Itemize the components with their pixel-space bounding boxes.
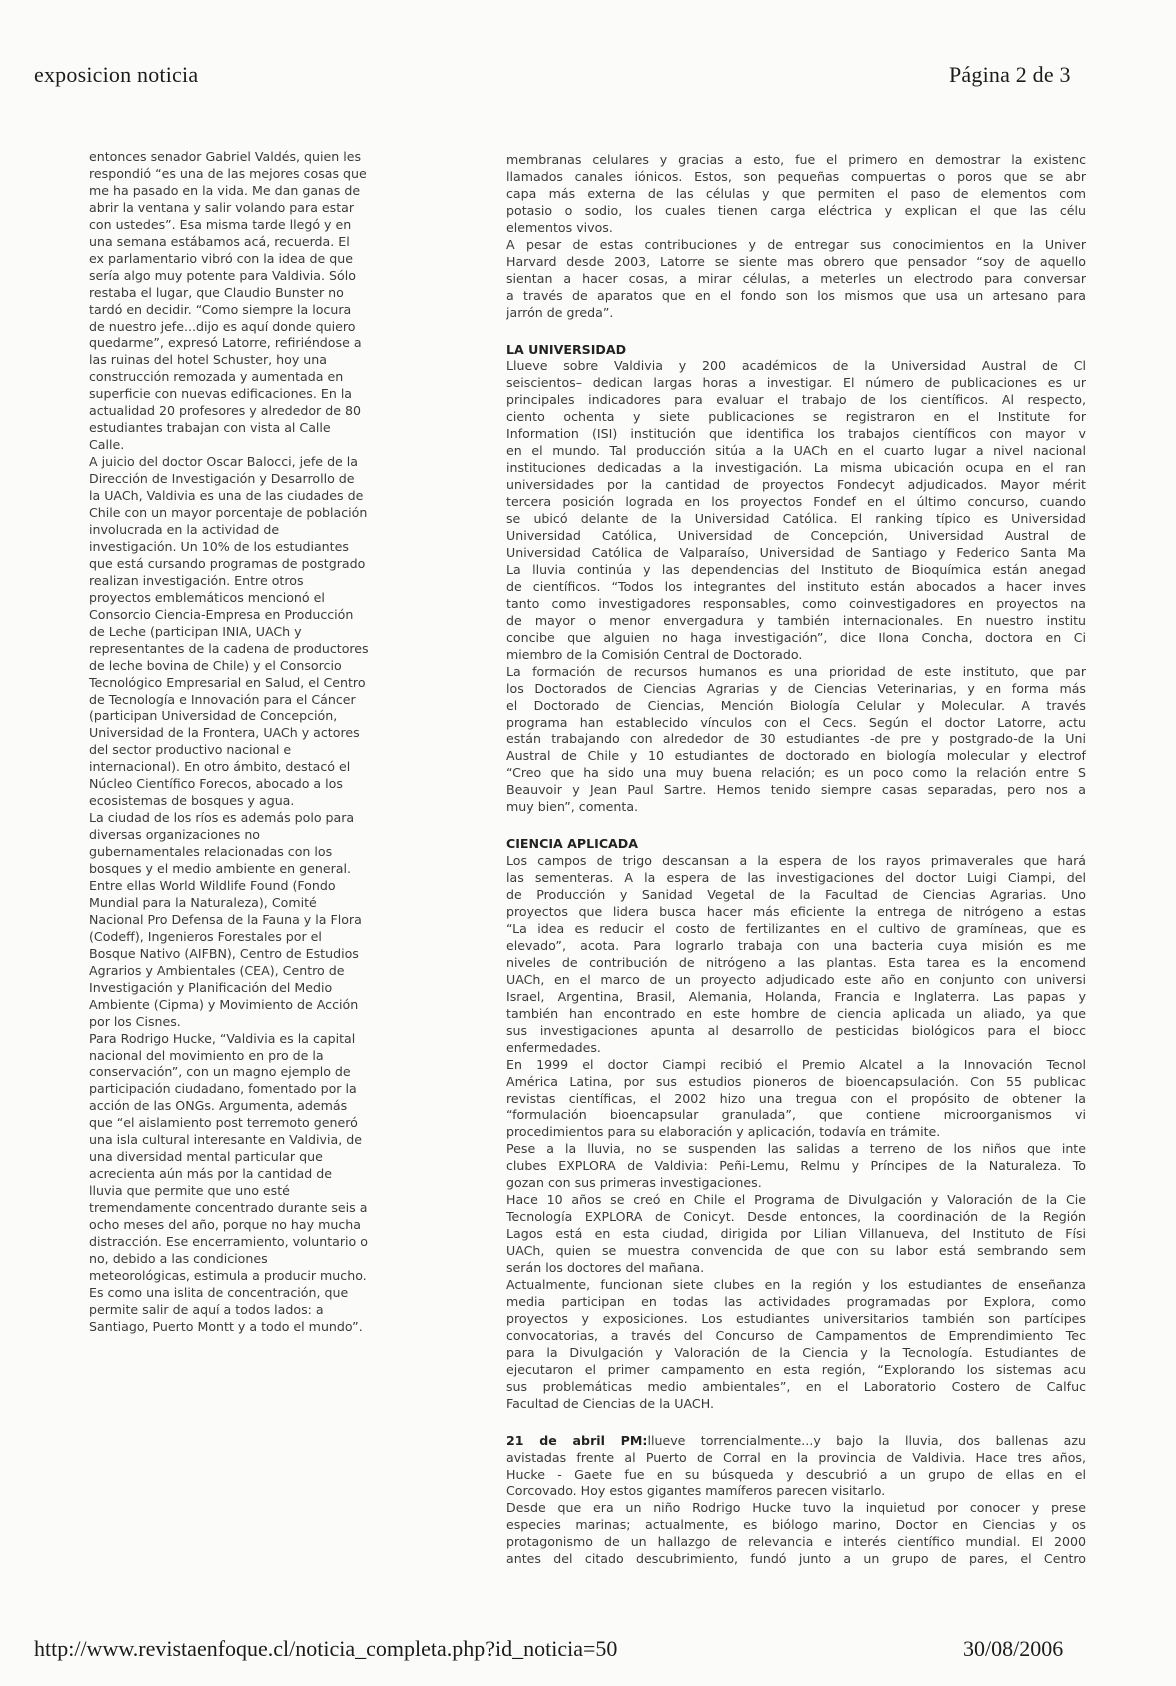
text-line: En 1999 el doctor Ciampi recibió el Premio Alcatel a la Innovación Tecnol: [506, 1056, 1086, 1072]
text-line: serán los doctores del mañana.: [506, 1260, 705, 1276]
text-line: Consorcio Ciencia-Empresa en Producción: [89, 606, 354, 622]
text-line: de nuestro jefe...dijo es aquí donde quiero: [89, 318, 356, 334]
site-title: exposicion noticia: [34, 62, 199, 87]
text-line: procedimientos para su elaboración y aplicación, todavía en trámite.: [506, 1124, 941, 1140]
section-body-ciencia-aplicada: [506, 853, 1086, 1412]
text-line: América Latina, por sus estudios pioneros de bioencapsulación. Con 55 publicac: [506, 1073, 1086, 1089]
text-line: antes del citado descubrimiento, fundó junto a un grupo de pares, el Centro: [506, 1551, 1086, 1567]
date-lead: 21 de abril PM:: [506, 1432, 648, 1448]
text-line: permite salir de aquí a todos lados: a: [89, 1301, 324, 1317]
text-line: acrecienta aún más por la cantidad de: [89, 1166, 332, 1182]
text-line: una semana estábamos acá, recuerda. El: [89, 233, 350, 249]
text-line: Para Rodrigo Hucke, “Valdivia es la capital: [89, 1030, 356, 1046]
text-line: involucrada en la actividad de: [89, 521, 280, 537]
text-line: Investigación y Planificación del Medio: [89, 979, 333, 995]
text-line: ciento ochenta y siete publicaciones se registraron en el Institute for: [506, 409, 1086, 425]
text-line: nacional del movimiento en pro de la: [89, 1047, 324, 1063]
text-line: del sector productivo nacional e: [89, 742, 292, 758]
text-line: están trabajando con alrededor de 30 estudiantes -de pre y postgrado-de la Uni: [506, 731, 1086, 747]
text-line: La ciudad de los ríos es además polo para: [89, 810, 355, 826]
text-line: ecosistemas de bosques y agua.: [89, 793, 295, 809]
text-line: UACh, quien se muestra convencida de que con su labor está sembrando sem: [506, 1243, 1086, 1259]
text-line: proyectos que lidera busca hacer más eficiente la entrega de nitrógeno a estas: [506, 904, 1086, 920]
text-line: avistadas frente al Puerto de Corral en la provincia de Valdivia. Hace tres años,: [506, 1449, 1086, 1465]
text-line: con ustedes”. Esa misma tarde llegó y en: [89, 216, 352, 232]
text-line: abrir la ventana y salir volando para estar: [89, 199, 355, 215]
text-line: por los Cisnes.: [89, 1013, 181, 1029]
text-line: Santiago, Puerto Montt y a todo el mundo”.: [89, 1318, 363, 1334]
text-line: capa más externa de las células y que permiten el paso de elementos com: [506, 185, 1086, 201]
text-line: Israel, Argentina, Brasil, Alemania, Holanda, Francia e Inglaterra. Las papas y: [506, 988, 1086, 1004]
text-line: ocho meses del año, porque no hay mucha: [89, 1217, 361, 1233]
text-line: elementos vivos.: [506, 219, 613, 235]
text-line: superficie con nuevas edificaciones. En la: [89, 386, 353, 402]
text-line: sus problemáticas medio ambientales”, en el Laboratorio Costero de Calfuc: [506, 1378, 1086, 1394]
text-line: lluvia que permite que uno esté: [89, 1183, 290, 1199]
text-line: entonces senador Gabriel Valdés, quien les: [89, 149, 362, 164]
text-line: diversas organizaciones no: [89, 827, 261, 843]
text-line: acción de las ONGs. Argumenta, además: [89, 1098, 348, 1114]
text-line: media participan en todas las actividades programadas por Explora, como: [506, 1293, 1086, 1309]
left-column: [89, 149, 419, 1336]
text-line: Calle.: [89, 437, 125, 453]
text-line: de leche bovina de Chile) y el Consorcio: [89, 657, 342, 673]
text-line: A pesar de estas contribuciones y de entregar sus conocimientos en la Univer: [506, 236, 1086, 252]
text-line: a través de aparatos que en el fondo son los mismos que usa un artesano para: [506, 287, 1086, 303]
text-line: Tecnología EXPLORA de Conicyt. Desde entonces, la coordinación de la Región: [506, 1209, 1086, 1225]
text-line: actualidad 20 profesores y alrededor de 80: [89, 403, 361, 419]
text-line: restaba el lugar, que Claudio Bunster no: [89, 284, 344, 300]
text-line: no, debido a las condiciones: [89, 1250, 268, 1266]
text-line: estudiantes trabajan con vista al Calle: [89, 420, 331, 436]
text-line: se ubicó delante de la Universidad Católica. El ranking típico es Universidad: [506, 511, 1086, 527]
text-line: concibe que alguien no haga investigación”, dice Ilona Concha, doctora en Ci: [506, 629, 1086, 645]
text-line: proyectos emblemáticos mencionó el: [89, 589, 325, 605]
text-line: conservación”, con un magno ejemplo de: [89, 1064, 351, 1080]
text-line: Austral de Chile y 10 estudiantes de doctorado en biología molecular y electrof: [506, 748, 1086, 764]
text-line: ex parlamentario vibró con la idea de que: [89, 250, 353, 266]
text-line: me ha pasado en la vida. Me dan ganas de: [89, 182, 361, 198]
text-line: Los campos de trigo descansan a la espera de los rayos primaverales que hará: [506, 853, 1086, 869]
text-line: Universidad de la Frontera, UACh y actores: [89, 725, 360, 741]
text-line: Mundial para la Naturaleza), Comité: [89, 894, 317, 910]
text-line: Universidad Católica de Valparaíso, Universidad de Santiago y Federico Santa Ma: [506, 544, 1086, 560]
text-line: A juicio del doctor Oscar Balocci, jefe de la: [89, 454, 359, 470]
text-line: Actualmente, funcionan siete clubes en la región y los estudiantes de enseñanza: [506, 1277, 1086, 1292]
text-line: UACh, en el marco de un proyecto adjudicado este año en conjunto con universi: [506, 971, 1086, 987]
text-line: tardó en decidir. “Como siempre la locura: [89, 301, 352, 317]
text-line: muy bien”, comenta.: [506, 799, 639, 815]
text-line: de Producción y Sanidad Vegetal de la Facultad de Ciencias Agrarias. Uno: [506, 887, 1086, 903]
text-line: protagonismo de un hallazgo de relevancia e interés científico mundial. El 2000: [506, 1534, 1086, 1550]
text-line: las sementeras. A la espera de las investigaciones del doctor Luigi Ciampi, del: [506, 870, 1086, 886]
text-line: de mayor o menor envergadura y también internacionales. En nuestro institu: [506, 612, 1086, 628]
text-line: Entre ellas World Wildlife Found (Fondo: [89, 877, 336, 893]
text-line: de científicos. “Todos los integrantes del instituto están abocados a hacer inves: [506, 578, 1086, 594]
text-line: construcción remozada y aumentada en: [89, 369, 344, 385]
text-line: Es como una islita de concentración, que: [89, 1284, 349, 1300]
text-line: participación ciudadano, fomentado por la: [89, 1081, 357, 1097]
text-line: convocatorias, a través del Concurso de Campamentos de Emprendimiento Tec: [506, 1327, 1086, 1343]
text-line: internacional). En otro ámbito, destacó el: [89, 759, 351, 775]
text-line: programa han establecido vínculos con el Cecs. Según el doctor Latorre, actu: [506, 714, 1086, 730]
text-line: principales indicadores para evaluar el trabajo de los científicos. Al respecto,: [506, 392, 1086, 408]
text-line: elevado”, acota. Para lograrlo trabaja con una bacteria cuya misión es me: [506, 937, 1086, 953]
text-line: ejecutaron el primer campamento en esta región, “Explorando los sistemas acu: [506, 1361, 1086, 1377]
text-line: Harvard desde 2003, Latorre se siente mas obrero que pensador “soy de aquello: [506, 253, 1086, 269]
text-line: respondió “es una de las mejores cosas que: [89, 165, 367, 181]
text-line: tanto como investigadores responsables, como coinvestigadores en proyectos na: [506, 595, 1086, 611]
text-line: Pese a la lluvia, no se suspenden las salidas a terreno de los niños que inte: [506, 1141, 1086, 1157]
text-line: clubes EXPLORA de Valdivia: Peñi-Lemu, Relmu y Príncipes de la Naturaleza. To: [506, 1158, 1086, 1174]
section-body-universidad: [506, 358, 1086, 816]
text-line: quedarme”, expresó Latorre, refiriéndose a: [89, 335, 362, 351]
first-line-rest: llueve torrencialmente...y bajo la lluvia, dos ballenas azu: [647, 1432, 1086, 1448]
text-line: jarrón de greda”.: [506, 304, 614, 320]
text-line: Beauvoir y Jean Paul Sartre. Hemos tenido siempre casas separadas, pero nos a: [506, 782, 1086, 798]
text-line: (participan Universidad de Concepción,: [89, 708, 338, 724]
text-line: también han encontrado en este hombre de ciencia aplicada un aliado, ya que: [506, 1005, 1086, 1021]
text-line: Corcovado. Hoy estos gigantes mamíferos parecen visitarlo.: [506, 1483, 886, 1499]
text-line: de Leche (participan INIA, UACh y: [89, 623, 302, 639]
text-line: tercera posición lograda en los proyectos Fondef en el último concurso, cuando: [506, 494, 1086, 510]
right-column: [506, 152, 1086, 1568]
text-line: sería algo muy potente para Valdivia. Sólo: [89, 267, 356, 283]
section-body-final: [506, 1450, 1086, 1569]
text-line: Information (ISI) institución que identifica los trabajos científicos con mayor v: [506, 426, 1086, 442]
text-line: “La idea es reducir el costo de fertilizantes en el cultivo de gramíneas, que es: [506, 920, 1086, 936]
text-line: investigación. Un 10% de los estudiantes: [89, 538, 349, 554]
text-line: proyectos y exposiciones. Los estudiantes universitarios también son partícipes: [506, 1310, 1086, 1326]
text-line: Nacional Pro Defensa de la Fauna y la Flora: [89, 911, 362, 927]
text-line: llamados canales iónicos. Estos, son pequeñas compuertas o poros que se abr: [506, 168, 1086, 184]
text-line: de Tecnología e Innovación para el Cáncer: [89, 691, 356, 707]
text-line: gozan con sus primeras investigaciones.: [506, 1175, 762, 1191]
text-line: los Doctorados de Ciencias Agrarias y de Ciencias Veterinarias, y en forma más: [506, 680, 1086, 696]
text-line: realizan investigación. Entre otros: [89, 572, 304, 588]
text-line: revistas científicas, el 2002 hizo una tregua con el propósito de obtener la: [506, 1090, 1086, 1106]
text-line: distracción. Ese encerramiento, voluntario o: [89, 1234, 368, 1249]
page-url: http://www.revistaenfoque.cl/noticia_completa.php?id_noticia=50: [34, 1636, 618, 1661]
text-line: Hucke - Gaete fue en su búsqueda y descubrió a un grupo de ellas en el: [506, 1466, 1086, 1482]
text-line: para la Divulgación y Valoración de la Ciencia y la Tecnología. Estudiantes de: [506, 1344, 1086, 1360]
text-line: universidades por la cantidad de proyectos Fondecyt adjudicados. Mayor mérit: [506, 477, 1086, 493]
text-line: Desde que era un niño Rodrigo Hucke tuvo la inquietud por conocer y prese: [506, 1500, 1086, 1516]
text-line: Agrarios y Ambientales (CEA), Centro de: [89, 962, 345, 978]
text-line: Universidad Católica, Universidad de Concepción, Universidad Austral de: [506, 528, 1086, 544]
text-line: Núcleo Científico Forecos, abocado a los: [89, 776, 343, 792]
text-line: enfermedades.: [506, 1039, 601, 1055]
text-line: una diversidad mental particular que: [89, 1149, 323, 1165]
text-line: Dirección de Investigación y Desarrollo de: [89, 471, 355, 487]
text-line: la UACh, Valdivia es una de las ciudades de: [89, 488, 364, 504]
text-line: sientan a hacer cosas, a mirar células, a meterles un electrodo para conversar: [506, 270, 1086, 286]
text-line: “formulación bioencapsular granulada”, que contiene microorganismos vi: [506, 1107, 1086, 1123]
text-line: “Creo que ha sido una muy buena relación; es un poco como la relación entre S: [506, 765, 1086, 781]
final-first-line: [506, 1433, 1086, 1450]
text-line: seiscientos– dedican largas horas a investigar. El número de publicaciones es ur: [506, 375, 1086, 391]
text-line: meteorológicas, estimula a producir mucho.: [89, 1267, 367, 1283]
text-line: bosques y el medio ambiente en general.: [89, 861, 351, 877]
text-line: Llueve sobre Valdivia y 200 académicos de la Universidad Austral de Cl: [506, 358, 1086, 374]
text-line: niveles de contribución de nitrógeno a las plantas. Esta tarea es la encomend: [506, 954, 1086, 970]
text-line: Lagos está en esta ciudad, dirigida por Lilian Villanueva, del Instituto de Físi: [506, 1226, 1086, 1242]
text-line: una isla cultural interesante en Valdivia, de: [89, 1132, 362, 1148]
text-line: gubernamentales relacionadas con los: [89, 844, 333, 860]
text-line: tremendamente concentrado durante seis a: [89, 1200, 368, 1216]
text-line: La lluvia continúa y las dependencias del Instituto de Bioquímica están anegad: [506, 561, 1086, 577]
text-line: el Doctorado de Ciencias, Mención Biología Celular y Molecular. A través: [506, 697, 1086, 713]
text-line: membranas celulares y gracias a esto, fue el primero en demostrar la existenc: [506, 152, 1086, 167]
text-line: que está cursando programas de postgrado: [89, 555, 366, 571]
text-line: Tecnológico Empresarial en Salud, el Centro: [89, 674, 366, 690]
section-heading-ciencia-aplicada: CIENCIA APLICADA: [506, 836, 639, 852]
text-line: Chile con un mayor porcentaje de población: [89, 505, 368, 521]
text-line: representantes de la cadena de productores: [89, 640, 369, 656]
text-line: Ambiente (Cipma) y Movimiento de Acción: [89, 996, 359, 1012]
text-line: (Codeff), Ingenieros Forestales por el: [89, 928, 322, 944]
text-line: que “el aislamiento post terremoto generó: [89, 1115, 358, 1131]
text-line: Bosque Nativo (AIFBN), Centro de Estudios: [89, 945, 359, 961]
text-line: las ruinas del hotel Schuster, hoy una: [89, 352, 327, 368]
intro-paragraphs: [506, 152, 1086, 322]
text-line: Hace 10 años se creó en Chile el Programa de Divulgación y Valoración de la Cie: [506, 1192, 1086, 1208]
text-line: Facultad de Ciencias de la UACH.: [506, 1395, 714, 1411]
text-line: miembro de la Comisión Central de Doctorado.: [506, 646, 803, 662]
text-line: potasio o sodio, los cuales tienen carga eléctrica y explican el que las célu: [506, 202, 1086, 218]
text-line: La formación de recursos humanos es una prioridad de este instituto, que par: [506, 663, 1086, 679]
text-line: especies marinas; actualmente, es biólogo marino, Doctor en Ciencias y os: [506, 1517, 1086, 1533]
page-indicator: Página 2 de 3: [949, 62, 1071, 87]
text-line: instituciones dedicadas a la investigación. La misma ubicación ocupa en el ran: [506, 460, 1086, 476]
print-date: 30/08/2006: [963, 1636, 1064, 1661]
text-line: en el mundo. Tal producción sitúa a la UACh en el cuarto lugar a nivel nacional: [506, 443, 1086, 459]
section-heading-universidad: LA UNIVERSIDAD: [506, 341, 627, 357]
text-line: sus investigaciones apunta al desarrollo de pesticidas biológicos para el biocc: [506, 1022, 1086, 1038]
